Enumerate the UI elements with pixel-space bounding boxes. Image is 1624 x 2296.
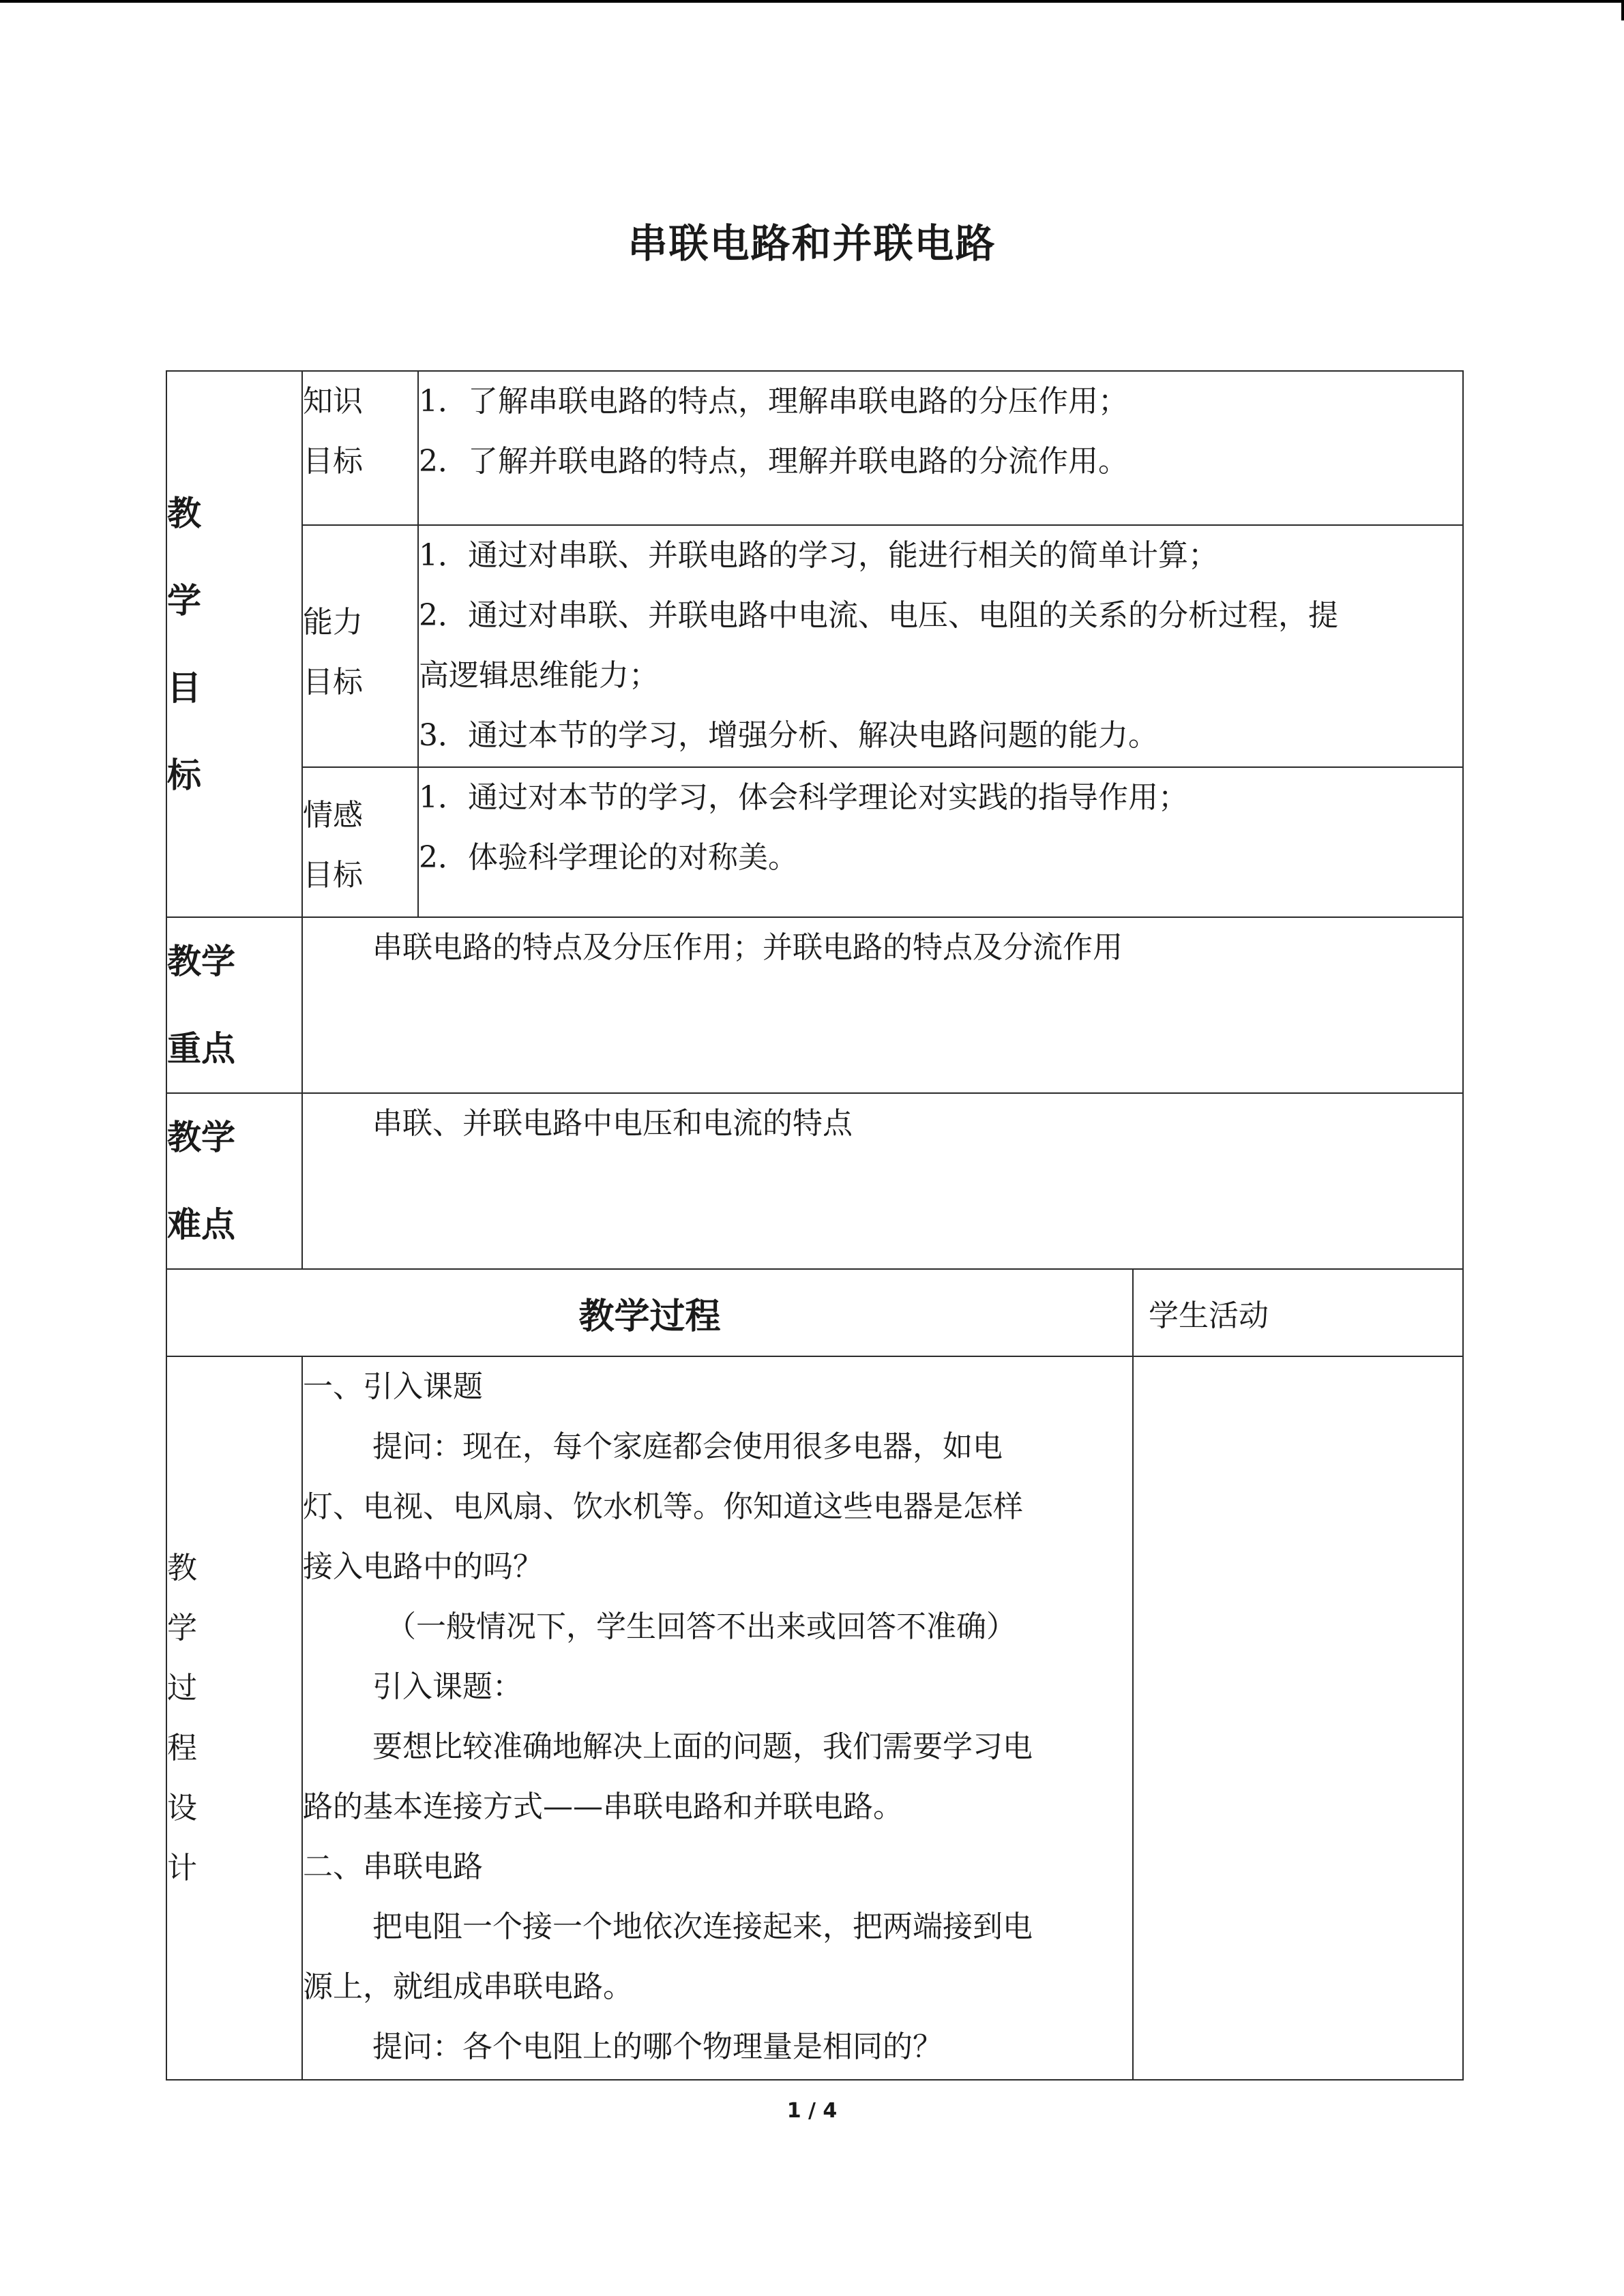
difficulties-label-line: 难点 <box>167 1205 235 1244</box>
knowledge-label-line: 目标 <box>303 444 363 479</box>
objectives-ability-row <box>166 525 1463 767</box>
objectives-label-char: 教 <box>167 493 201 533</box>
page-right-border <box>1621 0 1624 20</box>
ability-label-line: 能力 <box>303 605 363 640</box>
student-activity-cell <box>1133 1356 1463 2080</box>
process-side-char: 过 <box>167 1670 197 1705</box>
ability-item: 高逻辑思维能力； <box>419 658 659 693</box>
emotion-label <box>302 767 418 917</box>
process-header-row <box>166 1269 1463 1356</box>
difficulties-label <box>166 1093 302 1269</box>
difficulties-content <box>302 1093 1463 1269</box>
process-line: 一、引入课题 <box>303 1369 483 1404</box>
key-points-content <box>302 917 1463 1093</box>
emotion-label-line: 目标 <box>303 858 363 893</box>
process-side-char: 设 <box>167 1790 197 1825</box>
emotion-item: 2．体验科学理论的对称美。 <box>419 840 798 875</box>
process-body-row <box>166 1356 1463 2080</box>
page-top-border <box>0 0 1624 3</box>
ability-item: 2．通过对串联、并联电路中电流、电压、电阻的关系的分析过程，提 <box>419 598 1338 633</box>
process-line: （一般情况下，学生回答不出来或回答不准确） <box>386 1609 1016 1644</box>
emotion-label-line: 情感 <box>303 798 363 833</box>
process-line: 路的基本连接方式——串联电路和并联电路。 <box>303 1789 903 1824</box>
objectives-knowledge-row <box>166 371 1463 525</box>
process-line: 引入课题： <box>372 1669 522 1704</box>
key-points-label-line: 教学 <box>167 942 235 981</box>
difficulties-row <box>166 1093 1463 1269</box>
process-header: 教学过程 <box>166 1269 1133 1356</box>
process-line: 把电阻一个接一个地依次连接起来，把两端接到电 <box>372 1909 1033 1944</box>
ability-label-line: 目标 <box>303 665 363 700</box>
knowledge-item: 2．了解并联电路的特点，理解并联电路的分流作用。 <box>419 444 1128 479</box>
process-line: 灯、电视、电风扇、饮水机等。你知道这些电器是怎样 <box>303 1489 1023 1524</box>
ability-label <box>302 525 418 767</box>
emotion-content <box>418 767 1463 917</box>
key-points-row <box>166 917 1463 1093</box>
objectives-label <box>166 371 302 917</box>
page-number: 1 / 4 <box>786 2099 838 2123</box>
process-line: 二、串联电路 <box>303 1849 483 1884</box>
lesson-plan-table <box>166 370 1464 2081</box>
objectives-label-char: 学 <box>167 580 201 621</box>
ability-content <box>418 525 1463 767</box>
key-points-text: 串联电路的特点及分压作用；并联电路的特点及分流作用 <box>372 930 1123 965</box>
knowledge-item: 1．了解串联电路的特点，理解串联电路的分压作用； <box>419 384 1128 419</box>
process-line: 源上，就组成串联电路。 <box>303 1969 633 2004</box>
difficulties-label-line: 教学 <box>167 1118 235 1157</box>
page-title: 串联电路和并联电路 <box>628 220 996 267</box>
knowledge-label-line: 知识 <box>303 384 363 419</box>
process-side-label <box>166 1356 302 2080</box>
knowledge-label <box>302 371 418 525</box>
process-design-content <box>302 1356 1133 2080</box>
process-line: 提问：各个电阻上的哪个物理量是相同的？ <box>372 2029 943 2064</box>
process-side-char: 教 <box>167 1550 197 1585</box>
key-points-label-line: 重点 <box>167 1029 235 1069</box>
key-points-label <box>166 917 302 1093</box>
ability-item: 1．通过对串联、并联电路的学习，能进行相关的简单计算； <box>419 538 1218 573</box>
knowledge-content <box>418 371 1463 525</box>
process-side-char: 计 <box>167 1850 197 1885</box>
ability-item: 3．通过本节的学习，增强分析、解决电路问题的能力。 <box>419 718 1158 753</box>
emotion-item: 1．通过对本节的学习，体会科学理论对实践的指导作用； <box>419 780 1188 815</box>
objectives-emotion-row <box>166 767 1463 917</box>
process-line: 接入电路中的吗？ <box>303 1549 543 1584</box>
process-side-char: 学 <box>167 1610 197 1645</box>
process-line: 提问：现在，每个家庭都会使用很多电器，如电 <box>372 1429 1003 1464</box>
student-activity-header: 学生活动 <box>1133 1269 1463 1356</box>
process-line: 要想比较准确地解决上面的问题，我们需要学习电 <box>372 1729 1033 1764</box>
objectives-label-char: 目 <box>167 668 201 708</box>
process-side-char: 程 <box>167 1730 197 1765</box>
difficulties-text: 串联、并联电路中电压和电流的特点 <box>372 1106 853 1141</box>
objectives-label-char: 标 <box>167 755 201 795</box>
